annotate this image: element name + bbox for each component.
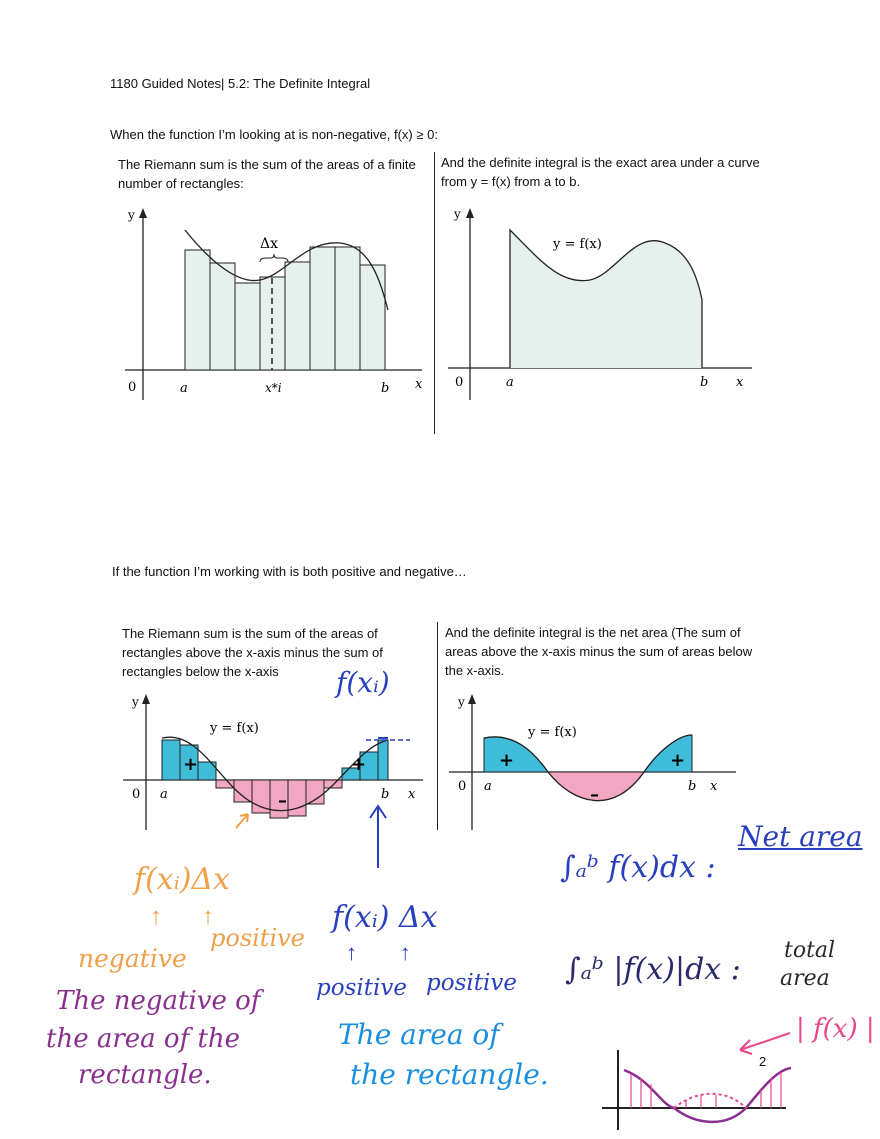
sketch-reflected: [674, 1094, 746, 1108]
x-label: x: [736, 375, 744, 390]
section1-right-text: And the definite integral is the exact area under a curve from y = f(x) from a to b.: [441, 155, 760, 189]
sketch-curve: [624, 1068, 791, 1122]
cyan-note-line1: The area of: [338, 1018, 500, 1051]
dx-label: Δx: [260, 236, 279, 252]
purple-note-line3: rectangle.: [78, 1060, 212, 1090]
section2-right-text: And the definite integral is the net area (The sum of areas above the x-axis minus the sum of areas below the x-axis.: [445, 625, 753, 678]
net-area-label: Net area: [738, 820, 863, 853]
b-label: b: [688, 779, 697, 794]
x-label: x: [710, 779, 718, 794]
minus-sign: –: [278, 790, 287, 811]
section1-left-text: The Riemann sum is the sum of the areas of a finite number of rectangles:: [118, 157, 416, 191]
a-label: a: [160, 787, 168, 802]
y-axis-arrow: [466, 208, 474, 218]
purple-note-line2: the area of the: [46, 1024, 241, 1054]
rect-6: [310, 247, 335, 370]
xi-label: x*i: [265, 381, 282, 395]
b-label: b: [700, 375, 709, 390]
orange-negative-label: negative: [78, 944, 187, 973]
minus-sign: –: [590, 784, 599, 805]
blue-up-arrows: ↑ ↑: [346, 940, 411, 965]
fx-label: y = f(x): [553, 237, 602, 252]
orange-expression: f(xᵢ)Δx: [134, 862, 231, 897]
purple-note-line1: The negative of: [56, 986, 261, 1016]
fx-label: y = f(x): [210, 721, 259, 736]
annotation-arrows: [228, 788, 408, 878]
rect-3: [235, 283, 260, 370]
y-label: y: [458, 695, 465, 709]
zero-label: 0: [128, 380, 137, 395]
x-label: x: [408, 787, 416, 802]
area-fill: [510, 230, 702, 368]
y-axis-arrow: [468, 694, 476, 704]
rect-1: [185, 250, 210, 370]
cyan-note-line2: the rectangle.: [350, 1058, 549, 1091]
section1-intro: When the function I’m looking at is non-negative, f(x) ≥ 0:: [110, 127, 438, 142]
y-axis-arrow: [142, 694, 150, 704]
y-axis-arrow: [139, 208, 147, 218]
blue-positive-label-2: positive: [426, 970, 517, 996]
y-label: y: [132, 695, 139, 709]
net-area-graph: [444, 690, 744, 840]
page-number: 2: [759, 1054, 767, 1069]
rect-7: [335, 247, 360, 370]
a-label: a: [484, 779, 492, 794]
abs-value-sketch: [596, 1040, 806, 1135]
blue-expression: f(xᵢ) Δx: [332, 900, 438, 935]
rect-5: [285, 262, 310, 370]
zero-label: 0: [455, 375, 464, 390]
riemann-rectangles: [185, 247, 385, 370]
section2-intro: If the function I’m working with is both positive and negative…: [112, 564, 467, 579]
y-label: y: [128, 208, 135, 222]
page-title: 1180 Guided Notes| 5.2: The Definite Integral: [110, 76, 371, 91]
b-label: b: [381, 381, 390, 396]
y-label: y: [454, 207, 461, 221]
zero-label: 0: [458, 779, 467, 794]
total-label-line1: total: [784, 938, 836, 963]
a-label: a: [180, 381, 188, 396]
riemann-sum-graph: [110, 200, 430, 410]
blue-arrow: [370, 806, 386, 868]
plus-sign-right: +: [351, 754, 367, 775]
plus-sign-left: +: [499, 750, 515, 771]
blue-positive-label-1: positive: [316, 975, 407, 1001]
x-label: x: [415, 377, 423, 392]
total-label-line2: area: [780, 966, 830, 991]
abs-fx-label: | f(x) |: [796, 1014, 875, 1044]
section1-divider: [434, 152, 435, 434]
fxi-annotation: f(xᵢ): [336, 666, 390, 699]
section2-left-text: The Riemann sum is the sum of the areas of rectangles above the x-axis minus the sum of rectangles below the x-axis: [122, 626, 383, 679]
plus-sign-right: +: [670, 750, 686, 771]
net-integral-expression: ∫ₐᵇ f(x)dx :: [560, 850, 716, 885]
definite-integral-graph: [440, 200, 760, 410]
dx-brace: [260, 254, 288, 262]
total-integral-expression: ∫ₐᵇ |f(x)|dx :: [565, 952, 741, 987]
orange-arrow: [236, 814, 248, 828]
plus-sign-left: +: [183, 754, 199, 775]
rect-8: [360, 265, 385, 370]
orange-up-arrows: ↑ ↑: [150, 903, 215, 930]
a-label: a: [506, 375, 514, 390]
fx-label: y = f(x): [528, 725, 577, 740]
b-label: b: [381, 787, 390, 802]
rect-2: [210, 263, 235, 370]
orange-positive-label: positive: [210, 924, 305, 952]
zero-label: 0: [132, 787, 141, 802]
